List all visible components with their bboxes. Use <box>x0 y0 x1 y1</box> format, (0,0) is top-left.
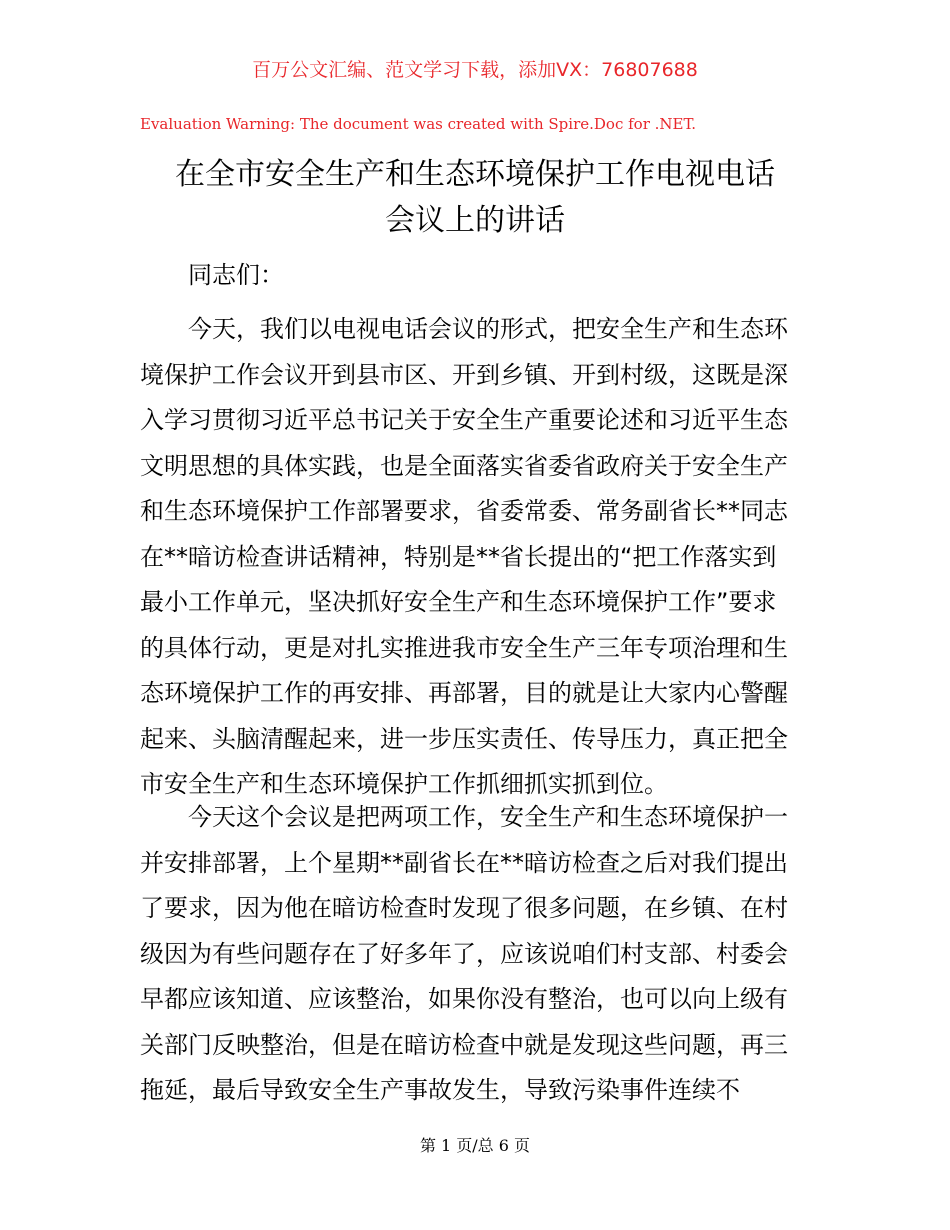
paragraph-line: 境保护工作会议开到县市区、开到乡镇、开到村级，这既是深 <box>140 360 788 389</box>
paragraph-1 <box>140 307 820 808</box>
paragraph-line: 今天，我们以电视电话会议的形式，把安全生产和生态环 <box>188 315 788 343</box>
document-title <box>140 152 810 244</box>
paragraph-line: 的具体行动，更是对扎实推进我市安全生产三年专项治理和生 <box>140 633 788 662</box>
paragraph-line: 了要求，因为他在暗访检查时发现了很多问题，在乡镇、在村 <box>140 894 788 922</box>
paragraph-line: 今天这个会议是把两项工作，安全生产和生态环境保护一 <box>188 803 788 831</box>
paragraph-line: 并安排部署，上个星期**副省长在**暗访检查之后对我们提出 <box>140 848 788 877</box>
paragraph-line: 在**暗访检查讲话精神，特别是**省长提出的“把工作落实到 <box>140 542 777 571</box>
paragraph-line: 态环境保护工作的再安排、再部署，目的就是让大家内心警醒 <box>140 679 788 707</box>
paragraph-line: 市安全生产和生态环境保护工作抓细抓实抓到位。 <box>140 770 668 798</box>
title-line: 在全市安全生产和生态环境保护工作电视电话 <box>175 157 775 192</box>
paragraph-line: 入学习贯彻习近平总书记关于安全生产重要论述和习近平生态 <box>140 406 788 434</box>
paragraph-line: 最小工作单元，坚决抓好安全生产和生态环境保护工作”要求 <box>140 588 777 616</box>
paragraph-2 <box>140 795 820 1114</box>
header-banner: 百万公文汇编、范文学习下载，添加VX：76807688 <box>252 59 698 81</box>
evaluation-warning: Evaluation Warning: The document was created with Spire.Doc for .NET. <box>140 115 697 133</box>
paragraph-line: 级因为有些问题存在了好多年了，应该说咱们村支部、村委会 <box>140 939 788 968</box>
title-line: 会议上的讲话 <box>385 203 565 238</box>
greeting-text: 同志们： <box>188 261 284 289</box>
paragraph-line: 文明思想的具体实践，也是全面落实省委省政府关于安全生产 <box>140 451 788 480</box>
paragraph-line: 拖延，最后导致安全生产事故发生，导致污染事件连续不 <box>140 1076 740 1104</box>
paragraph-line: 和生态环境保护工作部署要求，省委常委、常务副省长**同志 <box>140 497 788 525</box>
greeting <box>140 253 868 299</box>
paragraph-line: 早都应该知道、应该整治，如果你没有整治，也可以向上级有 <box>140 985 788 1013</box>
paragraph-line: 起来、头脑清醒起来，进一步压实责任、传导压力，真正把全 <box>140 724 788 753</box>
paragraph-line: 关部门反映整治，但是在暗访检查中就是发现这些问题，再三 <box>140 1030 788 1059</box>
page-footer: 第 1 页/总 6 页 <box>419 1136 531 1155</box>
